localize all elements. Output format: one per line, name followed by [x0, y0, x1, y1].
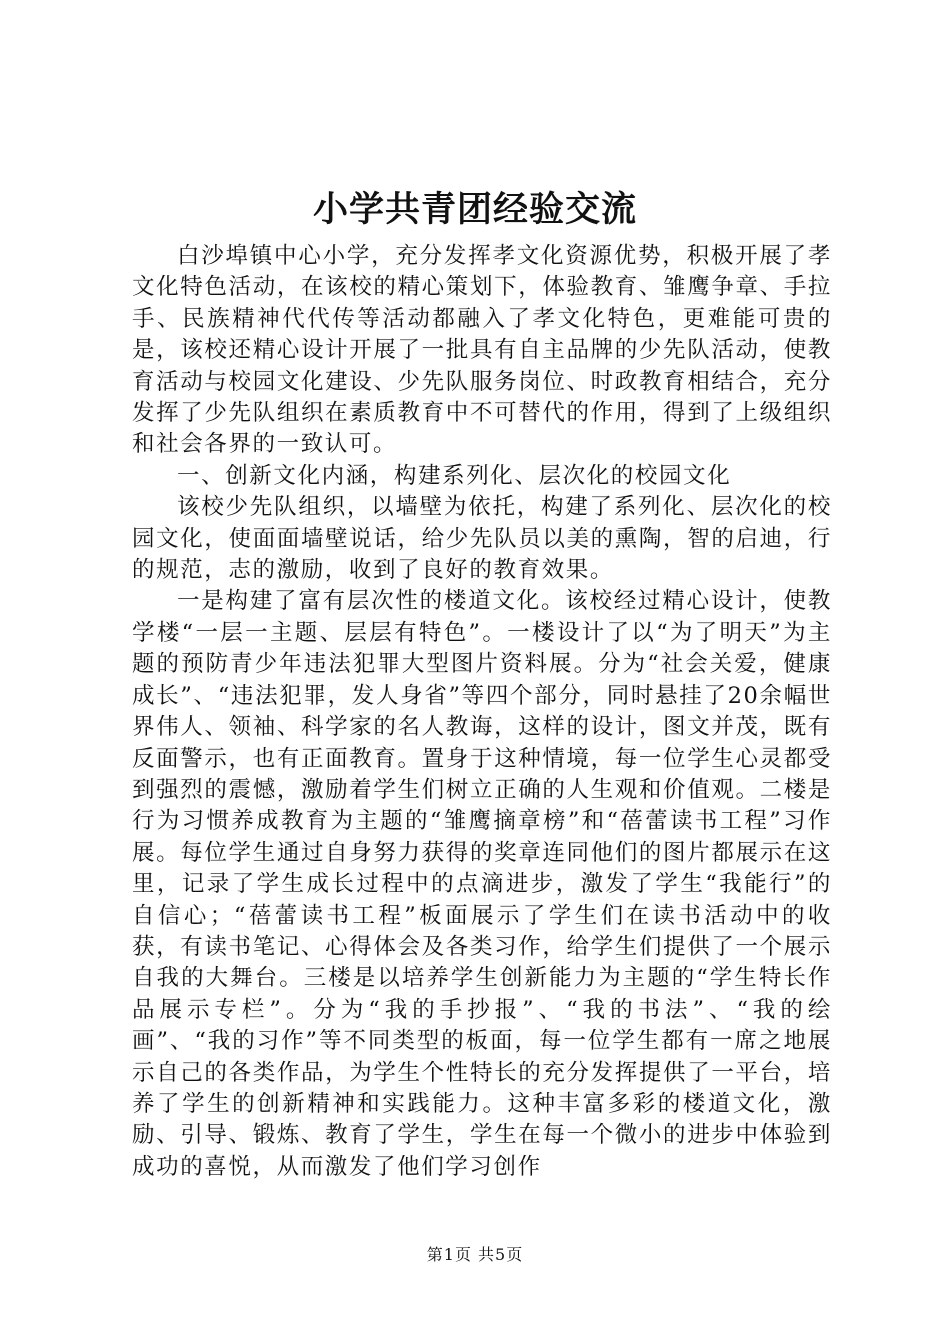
document-title: 小学共青团经验交流: [312, 189, 637, 230]
paragraph-corridor-culture: 一是构建了富有层次性的楼道文化。该校经过精心设计，使教学楼“一层一主题、层层有特色”。一楼设计了以“为了明天”为主题的预防青少年违法犯罪大型图片资料展。分为“社会关爱，健康成长”、“违法犯罪，发人身省”等四个部分，同时悬挂了20余幅世界伟人、领袖、科学家的名人教诲，这样的设计，图文并茂，既有反面警示，也有正面教育。置身于这种情境，每一位学生心灵都受到强烈的震憾，激励着学生们树立正确的人生观和价值观。二楼是行为习惯养成教育为主题的“雏鹰摘章榜”和“蓓蕾读书工程”习作展。每位学生通过自身努力获得的奖章连同他们的图片都展示在这里，记录了学生成长过程中的点滴进步，激发了学生“我能行”的自信心；“蓓蕾读书工程”板面展示了学生们在读书活动中的收获，有读书笔记、心得体会及各类习作，给学生们提供了一个展示自我的大舞台。三楼是以培养学生创新能力为主题的“学生特长作品展示专栏”。分为“我的手抄报”、“我的书法”、“我的绘画”、“我的习作”等不同类型的板面，每一位学生都有一席之地展示自己的各类作品，为学生个性特长的充分发挥提供了一平台，培养了学生的创新精神和实践能力。这种丰富多彩的楼道文化，激励、引导、锻炼、教育了学生，学生在每一个微小的进步中体验到成功的喜悦，从而激发了他们学习创作: [132, 588, 832, 1180]
section-heading: 一、创新文化内涵，构建系列化、层次化的校园文化: [177, 462, 732, 489]
paragraph-intro: 白沙埠镇中心小学，充分发挥孝文化资源优势，积极开展了孝文化特色活动，在该校的精心策划下，体验教育、雏鹰争章、手拉手、民族精神代代传等活动都融入了孝文化特色，更难能可贵的是，该校还精心设计开展了一批具有自主品牌的少先队活动，使教育活动与校园文化建设、少先队服务岗位、时政教育相结合，充分发挥了少先队组织在素质教育中不可替代的作用，得到了上级组织和社会各界的一致认可。: [132, 243, 832, 458]
paragraph-wall-culture: 该校少先队组织，以墙壁为依托，构建了系列化、层次化的校园文化，使面面墙壁说话，给少先队员以美的熏陶，智的启迪，行的规范，志的激励，收到了良好的教育效果。: [132, 494, 832, 584]
page-footer: 第1页 共5页: [426, 1245, 524, 1264]
document-body: [132, 241, 832, 1183]
